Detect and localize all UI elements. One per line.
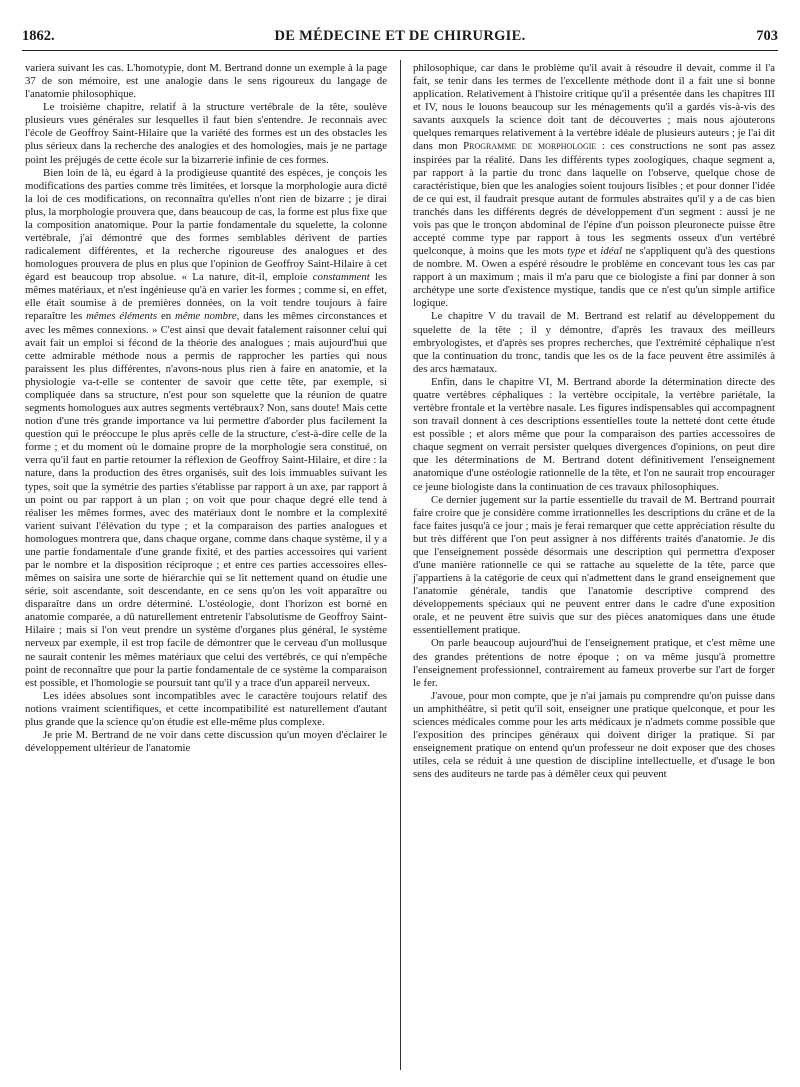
paragraph — [25, 167, 387, 690]
text-run: en — [157, 310, 176, 323]
text-run: : ces constructions ne sont pas assez inspirées par la réalité. Dans les différents types zoologiques, chaque segment a, par rapport à la partie du tronc dans laquelle on l'observe, quelque chose de caractéristique, bien que les analogies soient toujours lisibles ; et pour donner l'idée de ce qui est, il faudrait presque autant de formules abstraites qu'il y a de cas bien tranchés dans les différents degrés de développement d'un segment : aussi je ne vois pas que le tronçon abdominal de l'épine d'un poisson pleuronecte puisse être accepté comme type par rapport à tous les segments osseux d'un vertébré quelconque, à moins que les mots — [413, 140, 775, 258]
text-run: philosophique, car dans le problème qu'il avait à résoudre il devait, comme il l'a fait, se tenir dans les termes de l'excellente méthode dont il a fait une si bonne application. Relativement à l'histoire critique qu'il a présentée dans les chapitres III et IV, nous le louons beaucoup sur les ménagements qu'il a gardés vis-à-vis des savants auxquels la science doit tant de découvertes ; mais nous ajouterons quelques remarques relativement à la vertèbre idéale de plusieurs auteurs ; je l'ai dit dans mon — [413, 62, 775, 153]
paragraph — [413, 637, 775, 689]
small-caps-text: Programme de morphologie — [463, 140, 597, 153]
text-run: les mêmes matériaux, et n'est ingénieuse qu'à en varier les formes ; comme si, en effet, elle était soumise à de premières données, on la voit tendre toujours à faire reparaître les — [25, 271, 387, 323]
text-run: et — [585, 245, 601, 258]
header-rule — [22, 50, 778, 51]
text-run: Bien loin de là, eu égard à la prodigieuse quantité des espèces, je conçois les modifications des parties comme très limitées, et lorsque la morphologie aura dicté la loi de ces modifications, on reconnaîtra qu'elles n'ont rien de bizarre ; je dirai plus, la morphologie prouvera que, dans beaucoup de cas, la forme est plus fixe que la composition anatomique. Pour la partie fondamentale du squelette, la colonne vertébrale, j'ai démontré que des formes semblables dérivent de parties radicalement différentes, et la recherche rigoureuse des analogues et des homologues prouvera de plus en plus que l'opinion de Geoffroy Saint-Hilaire à cet égard est beaucoup trop absolue. « La nature, dit-il, emploie — [25, 166, 387, 284]
paragraph — [25, 101, 387, 166]
italic-text: même nombre — [175, 310, 237, 323]
text-run: Enfin, dans le chapitre VI, M. Bertrand aborde la détermination directe des quatre vertèbres céphaliques : la vertèbre occipitale, la vertèbre pariétale, la vertèbre frontale et la vertèbre nasale. Les figures indispensables qui accompagnent son travail donnent à ces descriptions essentielles toute la netteté dont cette étude est possible ; et alors même que pour la comparaison des parties accessoires de chaque segment on verrait persister quelques divergences d'opinions, on peut dire que les déterminations de M. Bertrand dotent définitivement l'enseignement anatomique d'une ostéologie rationnelle de la tête, et l'on ne saurait trop encourager ce jeune biologiste dans la continuation de ces travaux philosophiques. — [413, 375, 775, 493]
text-run: ne s'appliquent qu'à des questions de nombre. M. Owen a espéré résoudre le problème en concevant tous les cas par rapport à un maximum ; mais il m'a paru que ce biologiste a fini par donner à son archétype une sorte d'existence mystique, tandis que ce n'est qu'un simple artifice logique. — [413, 245, 775, 310]
page-number: 703 — [756, 28, 778, 44]
italic-text: type — [567, 245, 586, 258]
paragraph — [413, 690, 775, 782]
text-run: Je prie M. Bertrand de ne voir dans cette discussion qu'un moyen d'éclairer le développement ultérieur de l'anatomie — [25, 728, 387, 755]
paragraph — [413, 494, 775, 638]
italic-text: constamment — [312, 271, 370, 284]
italic-text: mêmes éléments — [86, 310, 158, 323]
text-run: Les idées absolues sont incompatibles avec le caractère toujours relatif des notions vraiment scientifiques, et cette incompatibilité est naturellement d'autant plus grande que la science qu'on étudie est elle-même plus complexe. — [25, 689, 387, 728]
italic-text: idéal — [600, 245, 622, 258]
column-divider — [400, 60, 401, 1070]
text-run: J'avoue, pour mon compte, que je n'ai jamais pu comprendre qu'on puisse dans un amphithéâtre, si petit qu'il soit, enseigner une pratique quelconque, et pour les sciences médicales comme pour les arts médicaux je n'admets comme possible que l'exposition des principes généraux qui doivent diriger la pratique. Si par enseignement pratique on entend qu'un professeur ne doit exposer que des choses utiles, cela se réduit à une question de discipline intellectuelle, et d'usage le bon sens des auditeurs ne tarde pas à démêler ceux qui peuvent — [413, 689, 775, 781]
paragraph — [413, 376, 775, 494]
text-run: variera suivant les cas. L'homotypie, dont M. Bertrand donne un exemple à la page 37 de son mémoire, est une analogie dans le sens rigoureux du langage de l'anatomie philosophique. — [25, 62, 387, 101]
text-run: , dans les mêmes circonstances et avec les mêmes connexions. » C'est ainsi que devait fatalement raisonner celui qui avait fait un emploi si fécond de la théorie des analogues ; mais aujourd'hui que cette admirable méthode nous a permis de rapprocher les parties qui nous paraissent les plus différentes, n'avons-nous plus rien à faire en anatomie, et la physiologie va-t-elle se contenter de savoir que cette tête, par exemple, si compliquée dans sa structure, n'est pour son squelette que la réunion de quatre segments homologues aux autres segments vertébraux? Non, sans doute! Mais cette notion d'une très grande importance va lui permettre d'aborder plus facilement la question qui le préoccupe le plus après celle de la structure, c'est-à-dire celle de la forme ; et du moment où le domaine propre de la morphologie sera constitué, on verra qu'il faut en partie retourner la réflexion de Geoffroy Saint-Hilaire, et dire : la nature, dans la production des êtres organisés, suit des lois immuables suivant les types, soit que la symétrie des parties s'établisse par rapport à un axe, par rapport à un point ou par rapport à un plan ; on voit que pour chaque degré elle tend à réaliser les mêmes formes, avec des matériaux dont le nombre et la complexité varient suivant l'élévation du type ; et la comparaison des parties analogues et homologues montrera que, dans chaque organe, comme dans chaque système, il y a une partie fondamentale d'une grande fixité, et des parties accessoires qui varient par le nombre et la disposition réciproque ; et entre ces parties accessoires elles-mêmes on saisira une sorte de hiérarchie qui se lit nettement quand on étudie une série, soit ascendante, soit descendante, en ce sens qu'on les voit apparaître ou disparaître dans un ordre déterminé. L'ostéologie, dont l'horizon est borné en anatomie comparée, a dû naturellement entretenir l'absolutisme de Geoffroy Saint-Hilaire ; mais si l'on veut prendre un système d'organes plus général, le système nerveux par exemple, il est trop facile de démontrer que le cerveau d'un mollusque ne saurait contenir les mêmes matériaux que celui des vertébrés, ce qui n'empêche point de reconnaître que pour la partie fondamentale de ce système la comparaison est possible, et l'homologie se poursuit tant qu'il y a trace d'un appareil nerveux. — [25, 310, 388, 689]
paragraph — [413, 62, 775, 310]
text-run: Ce dernier jugement sur la partie essentielle du travail de M. Bertrand pourrait faire croire que je considère comme irrationnelles les descriptions du crâne et de la face faites jusqu'à ce jour ; mais je ferai remarquer que cette appréciation résulte du but très différent que l'on peut assigner à nos différents traités d'anatomie. Je dis que l'enseignement possède désormais une description qui permettra d'exposer d'une manière rationnelle ce qui se rattache au squelette de la tête, parce que j'appartiens à la catégorie de ceux qui n'admettent dans le grand enseignement que l'anatomie générale, tandis que l'anatomie descriptive comprend des développements spéciaux qui ne peuvent entrer dans le cadre d'une exposition orale, et ne peuvent être suivis que sur des pièces anatomiques dans une étude essentiellement pratique. — [413, 493, 775, 637]
text-run: Le troisième chapitre, relatif à la structure vertébrale de la tête, soulève plusieurs vues générales sur lesquelles il faut bien s'entendre. Je reconnais avec l'école de Geoffroy Saint-Hilaire que la variété des formes est un des obstacles les plus sérieux dans la recherche des analogies et des homologies, mais je ne partage point les préjugés de cette école sur la bizarrerie infinie de ces formes. — [25, 101, 387, 166]
paragraph — [25, 690, 387, 729]
paragraph — [413, 310, 775, 375]
left-column — [25, 62, 387, 755]
text-run: On parle beaucoup aujourd'hui de l'enseignement pratique, et c'est même une des grandes prétentions de notre époque ; on va même jusqu'à promettre l'enseignement professionnel, contrairement au fameux proverbe sur l'art de forger le fer. — [413, 637, 775, 689]
header-year: 1862. — [22, 28, 55, 44]
paragraph — [25, 62, 387, 101]
text-run: Le chapitre V du travail de M. Bertrand est relatif au développement du squelette de la tête ; il y démontre, d'après les travaux des meilleurs embryologistes, et d'après ses propres recherches, que l'extrémité céphalique n'est que la continuation du tronc, tandis que les os de la face peuvent être assimilés à des arcs hæmataux. — [413, 310, 775, 375]
running-head — [22, 28, 778, 48]
right-column — [413, 62, 775, 781]
header-title: DE MÉDECINE ET DE CHIRURGIE. — [274, 28, 526, 44]
paragraph — [25, 729, 387, 755]
